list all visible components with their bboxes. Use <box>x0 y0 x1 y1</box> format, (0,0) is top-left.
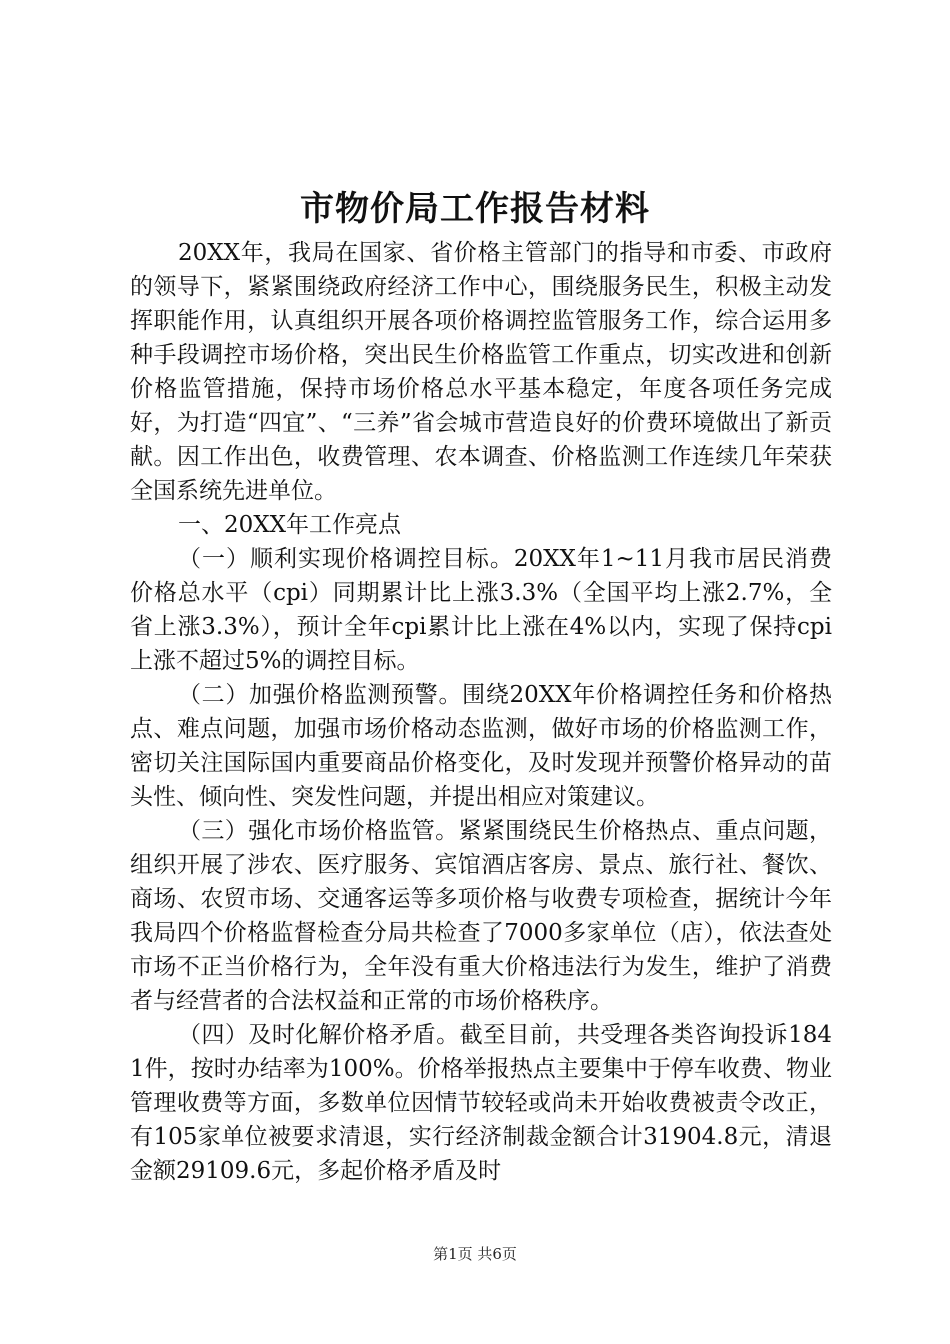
document-title: 市物价局工作报告材料 <box>300 189 650 229</box>
intro-paragraph: 20XX年，我局在国家、省价格主管部门的指导和市委、市政府的领导下，紧紧围绕政府经济工作中心，围绕服务民生，积极主动发挥职能作用，认真组织开展各项价格调控监管服务工作，综合运用多种手段调控市场价格，突出民生价格监管工作重点，切实改进和创新价格监管措施，保持市场价格总水平基本稳定，年度各项任务完成好，为打造“四宜”、“三养”省会城市营造良好的价费环境做出了新贡献。因工作出色，收费管理、农本调查、价格监测工作连续几年荣获全国系统先进单位。 <box>130 240 832 504</box>
section-heading: 一、20XX年工作亮点 <box>178 512 402 538</box>
item-paragraph-2: （二）加强价格监测预警。围绕20XX年价格调控任务和价格热点、难点问题，加强市场价格动态监测，做好市场的价格监测工作，密切关注国际国内重要商品价格变化，及时发现并预警价格异动的苗头性、倾向性、突发性问题，并提出相应对策建议。 <box>130 682 832 810</box>
item-paragraph-4: （四）及时化解价格矛盾。截至目前，共受理各类咨询投诉1841件，按时办结率为100%。价格举报热点主要集中于停车收费、物业管理收费等方面，多数单位因情节较轻或尚未开始收费被责令改正，有105家单位被要求清退，实行经济制裁金额合计31904.8元，清退金额29109.6元，多起价格矛盾及时 <box>130 1022 832 1184</box>
item-paragraph-1: （一）顺利实现价格调控目标。20XX年1~11月我市居民消费价格总水平（cpi）同期累计比上涨3.3%（全国平均上涨2.7%，全省上涨3.3%），预计全年cpi累计比上涨在4%以内，实现了保持cpi上涨不超过5%的调控目标。 <box>130 546 832 674</box>
page-footer: 第1页 共6页 <box>433 1245 517 1263</box>
item-paragraph-3: （三）强化市场价格监管。紧紧围绕民生价格热点、重点问题，组织开展了涉农、医疗服务、宾馆酒店客房、景点、旅行社、餐饮、商场、农贸市场、交通客运等多项价格与收费专项检查，据统计今年我局四个价格监督检查分局共检查了7000多家单位（店），依法查处市场不正当价格行为，全年没有重大价格违法行为发生，维护了消费者与经营者的合法权益和正常的市场价格秩序。 <box>130 818 832 1014</box>
document-body <box>130 236 832 1188</box>
